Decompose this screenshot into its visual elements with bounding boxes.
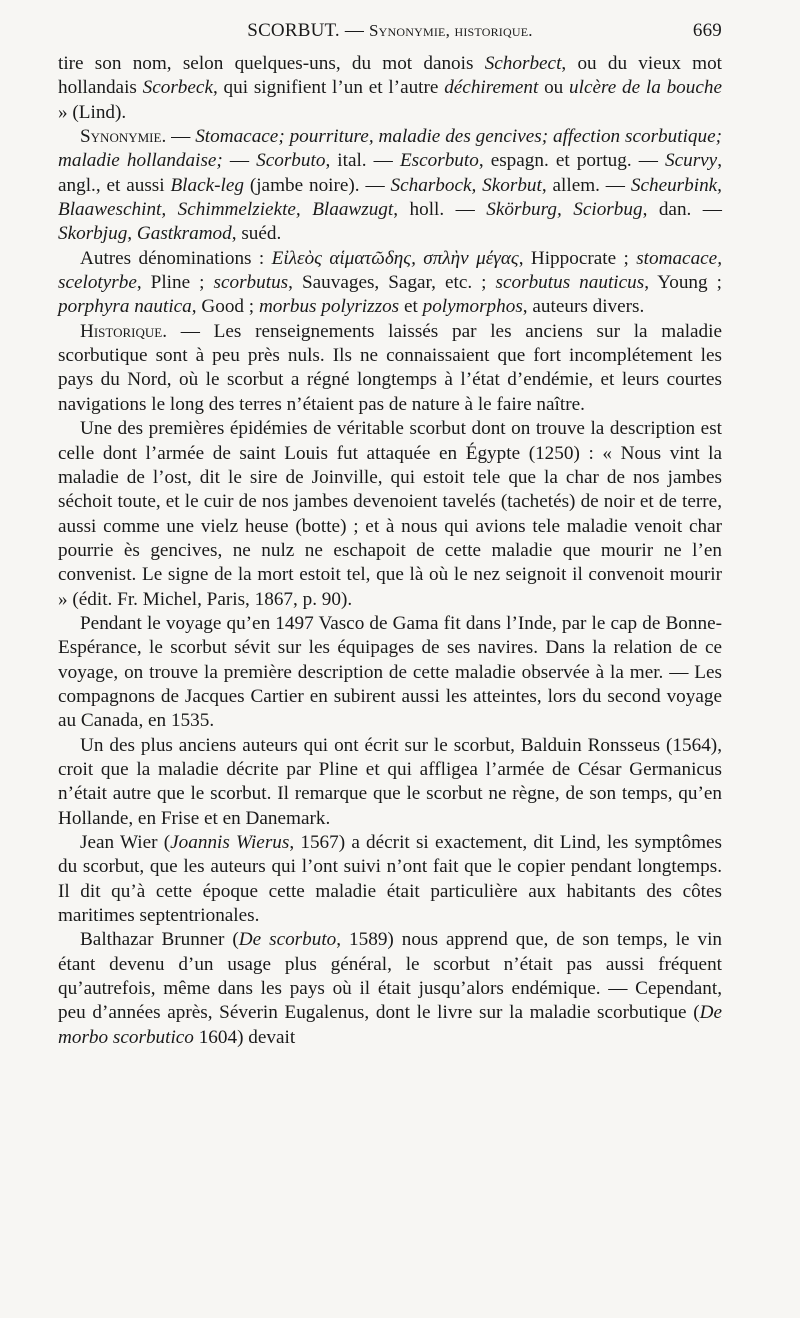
italic-text: ulcère de la bouche [569, 77, 722, 99]
italic-text: Stomacace; pourriture, maladie des gencives; affection scorbutique; maladie hollandaise; [58, 126, 722, 172]
text-run: , Pline ; [136, 272, 214, 294]
italic-text: De scorbuto [238, 929, 337, 951]
text-run: 1604) devait [193, 1026, 296, 1048]
text-run: , Sauvages, Sagar, etc. ; [288, 272, 496, 294]
text-run: — Les renseignements laissés par les anciens sur la maladie scorbutique sont à peu près nuls. Ils ne connaissaient que fort incomplétement les pays du Nord, où le scorbut a régné longtemps à l’état d’endémie, et leurs courtes navigations le long des terres n’étaient pas de nature à le faire naître. [58, 320, 722, 415]
text-run: , Good ; [191, 296, 259, 318]
italic-text: De morbo scorbutico [58, 1002, 722, 1048]
running-header [58, 18, 722, 52]
italic-text: Scurvy [664, 150, 718, 172]
italic-text: porphyra nautica [58, 296, 192, 318]
italic-text: Εἰλεὸς αἱματῶδης, σπλὴν μέγας [271, 247, 519, 269]
text-run: , ou du vieux mot hollandais [58, 53, 723, 99]
text-run: Autres dénominations : [80, 247, 272, 269]
text-run: , ital. — [325, 150, 400, 172]
text-run: tire son nom, selon quelques-uns, du mot danois [58, 53, 485, 74]
text-run: Une des premières épidémies de véritable scorbut dont on trouve la description est celle dont l’armée de saint Louis fut attaquée en Égypte (1250) : « Nous vint la maladie de l’ost, dit le sire de Joinville, qui estoit tele que la char de nos jambes séchoit toute, et le cuir de nos jambes devenoient tavelés (tachetés) de noir et de terre, aussi comme une vielz heuse (botte) ; et à nous qui avions tele maladie venoit char pourrie ès gencives, ne nulz ne eschapoit de cette maladie que mourir ne l’en convenist. Le signe de la mort estoit tel, que là où le nez seignoit il convenoit mourir » (édit. Fr. Michel, Paris, 1867, p. 90). [58, 418, 722, 610]
text-run: , dan. — [642, 199, 722, 221]
italic-text: Scorbeck [142, 77, 213, 99]
italic-text: Scorbuto [256, 150, 326, 172]
text-run: » (Lind). [58, 101, 127, 123]
text-run: Jean Wier ( [80, 832, 171, 853]
section-label: Historique. [80, 320, 168, 342]
paragraph [58, 612, 722, 734]
text-run: , auteurs divers. [522, 296, 645, 318]
paragraph [58, 247, 722, 320]
italic-text: Skorbjug, Gastkramod [58, 223, 232, 245]
italic-text: déchirement [444, 77, 539, 99]
text-run: ou [538, 77, 570, 99]
paragraph [58, 831, 722, 928]
text-run: , Hippocrate ; [518, 247, 637, 269]
text-run: Un des plus anciens auteurs qui ont écrit sur le scorbut, Balduin Ronsseus (1564), croit que la maladie décrite par Pline et qui affligea l’armée de César Germanicus n’était autre que le scorbut. Il remarque que le scorbut ne règne, de son temps, qu’en Hollande, en Frise et en Danemark. [58, 734, 722, 829]
text-run: Balthazar Brunner ( [80, 929, 239, 951]
page-number: 669 [692, 20, 722, 41]
page-body [58, 52, 722, 1050]
running-title [58, 20, 722, 42]
italic-text: Escorbuto [399, 150, 479, 172]
text-run: , Young ; [644, 272, 722, 294]
section-label: Synonymie. [80, 126, 167, 148]
text-run: , angl., et aussi [58, 150, 722, 196]
running-title-main: SCORBUT. [247, 20, 340, 41]
text-run: et [399, 296, 423, 318]
italic-text: morbus polyrizzos [258, 296, 400, 318]
paragraph [58, 417, 722, 612]
text-run: — [166, 126, 196, 148]
italic-text: Schorbect [484, 53, 562, 74]
text-run: (jambe noire). — [243, 174, 391, 196]
italic-text: scorbutus [213, 272, 289, 294]
text-run: , holl. — [393, 199, 487, 221]
text-run: , 1589) nous apprend que, de son temps, le vin étant devenu d’un usage plus général, le scorbut n’était pas aussi fréquent qu’autrefois, même dans les pays où il était jusqu’alors endémique. — Cependant, peu d’années après, Séverin Eugalenus, dont le livre sur la maladie scorbutique ( [58, 929, 722, 1024]
text-run: , suéd. [231, 223, 282, 245]
italic-text: Skörburg, Sciorbug [486, 199, 643, 221]
running-title-dash: — [339, 20, 369, 41]
paragraph [58, 52, 722, 125]
running-title-sub: Synonymie, historique. [368, 21, 533, 40]
book-page [58, 18, 722, 1050]
italic-text: Joannis Wierus [170, 832, 290, 853]
text-run: , qui signifient l’un et l’autre [212, 77, 445, 99]
text-run: Pendant le voyage qu’en 1497 Vasco de Gama fit dans l’Inde, par le cap de Bonne-Espérance, le scorbut sévit sur les équipages de ses navires. Dans la relation de ce voyage, on trouve la première description de cette maladie observée à la mer. — Les compagnons de Jacques Cartier en subirent aussi les atteintes, lors du second voyage au Canada, en 1535. [58, 612, 722, 732]
italic-text: stomacace, scelotyrbe [58, 247, 723, 294]
italic-text: scorbutus nauticus [495, 272, 645, 294]
paragraph [58, 734, 722, 831]
italic-text: Scharbock, Skorbut [390, 174, 542, 196]
paragraph [58, 125, 722, 247]
italic-text: Scheurbink, Blaaweschint, Schimmelziekte, Blaawzugt [58, 174, 722, 221]
paragraph [58, 320, 722, 417]
italic-text: Black-leg [170, 174, 244, 196]
text-run: , espagn. et portug. — [478, 150, 665, 172]
italic-text: polymorphos [422, 296, 523, 318]
text-run: , allem. — [541, 174, 631, 196]
text-run: — [222, 150, 257, 172]
text-run: , 1567) a décrit si exactement, dit Lind, les symptômes du scorbut, que les auteurs qui l’ont suivi n’ont fait que le copier pendant longtemps. Il dit qu’à cette époque cette maladie était particulière aux habitants des côtes maritimes septentrionales. [58, 832, 722, 927]
paragraph [58, 928, 722, 1050]
